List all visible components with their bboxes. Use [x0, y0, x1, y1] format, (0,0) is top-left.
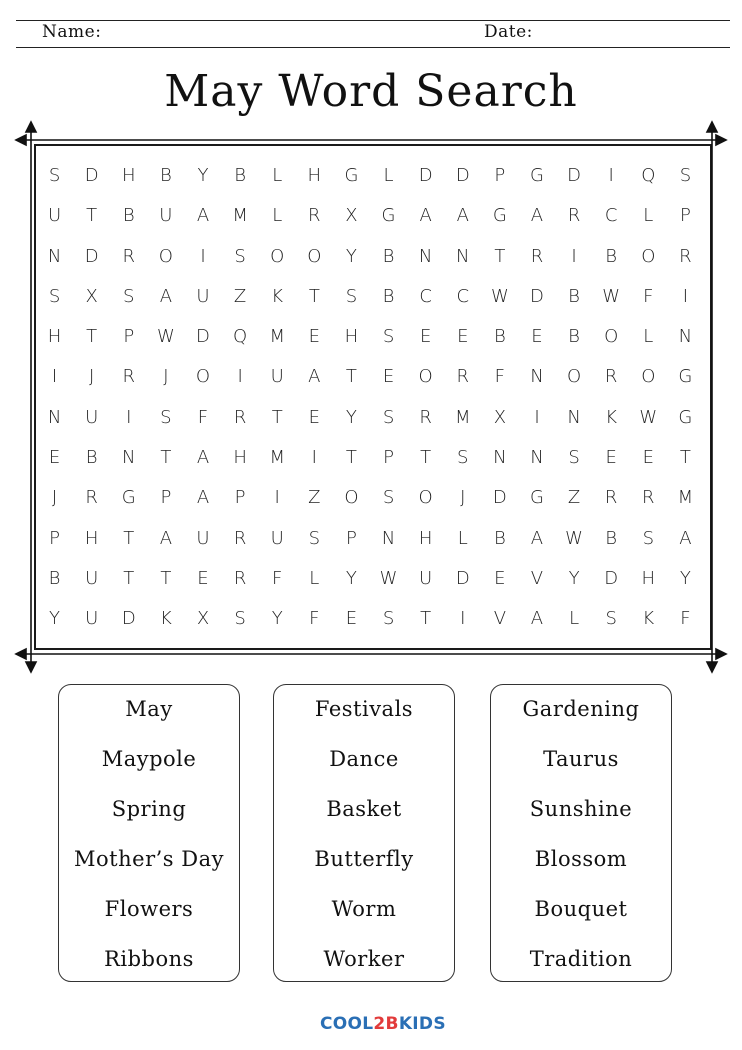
grid-letter: P [679, 205, 691, 227]
grid-letter: I [571, 245, 577, 267]
grid-letter: N [47, 406, 62, 428]
grid-letter: H [641, 567, 656, 589]
grid-letter: B [48, 567, 61, 589]
grid-letter: O [344, 487, 359, 509]
grid-letter: I [51, 366, 58, 388]
grid-letter: D [492, 487, 507, 509]
grid-letter: D [567, 165, 582, 186]
grid-letter: F [309, 608, 320, 630]
grid-letter: N [456, 245, 470, 267]
grid-letter: H [121, 165, 136, 186]
grid-letter: E [457, 326, 469, 348]
grid-letter: S [457, 447, 469, 469]
grid-row [36, 198, 704, 238]
grid-letter: S [234, 245, 246, 267]
grid-letter: L [383, 165, 394, 186]
grid-letter: D [84, 165, 99, 186]
grid-letter: A [159, 527, 173, 549]
grid-letter: R [642, 487, 655, 509]
grid-letter: B [85, 447, 98, 469]
grid-letter: S [382, 487, 395, 509]
grid-letter: O [566, 366, 582, 388]
word-list-item: Flowers [104, 897, 194, 921]
grid-letter: Z [233, 285, 247, 307]
grid-letter: X [196, 608, 210, 630]
grid-letter: S [605, 608, 617, 630]
word-list-item: Sunshine [529, 797, 633, 821]
grid-letter: O [604, 326, 619, 348]
grid-letter: F [272, 567, 283, 589]
word-list-column-1 [58, 684, 240, 982]
grid-letter: Y [197, 165, 209, 186]
logo-part-2: 2B [373, 1014, 399, 1034]
grid-letter: L [457, 527, 468, 549]
grid-letter: G [529, 487, 544, 509]
grid-letter: B [568, 285, 580, 307]
grid-letter: Y [679, 567, 691, 589]
grid-letter: L [309, 567, 320, 589]
word-list-item: Gardening [522, 697, 640, 721]
grid-letter: J [51, 487, 58, 509]
grid-row [36, 601, 704, 641]
grid-letter: S [48, 285, 61, 307]
grid-letter: M [269, 447, 285, 469]
grid-letter: O [307, 245, 322, 267]
grid-letter: R [233, 527, 247, 549]
grid-letter: W [639, 406, 658, 428]
word-list-item: Maypole [101, 747, 197, 771]
grid-letter: D [84, 245, 99, 267]
word-list-item: Tradition [529, 947, 633, 971]
grid-letter: K [271, 285, 284, 307]
grid-letter: X [85, 285, 98, 307]
grid-letter: S [160, 406, 172, 428]
word-list-item: Festivals [314, 697, 414, 721]
grid-letter: I [200, 245, 206, 267]
grid-letter: W [156, 326, 175, 348]
grid-letter: F [197, 406, 209, 428]
grid-row [36, 561, 704, 601]
grid-letter: E [605, 447, 617, 469]
grid-letter: W [379, 567, 398, 589]
word-list-column-3 [490, 684, 672, 982]
grid-letter: V [530, 567, 544, 589]
grid-letter: H [47, 326, 62, 348]
grid-letter: B [568, 326, 580, 348]
grid-letter: A [196, 447, 210, 469]
word-list-item: May [125, 697, 173, 721]
grid-letter: K [159, 608, 172, 630]
grid-letter: E [382, 366, 395, 388]
grid-letter: S [382, 326, 395, 348]
grid-letter: P [49, 527, 60, 549]
grid-letter: Y [271, 608, 283, 630]
header-rule [16, 20, 730, 48]
grid-letter: C [419, 285, 432, 307]
grid-letter: K [642, 608, 655, 630]
grid-letter: H [307, 165, 322, 186]
grid-letter: W [490, 285, 509, 307]
grid-letter: O [418, 366, 433, 388]
grid-letter: R [122, 366, 136, 388]
grid-row [36, 480, 704, 520]
grid-row [36, 319, 704, 359]
grid-letter: S [382, 608, 395, 630]
grid-letter: B [605, 245, 618, 267]
word-list-item: Bouquet [534, 897, 628, 921]
grid-letter: W [602, 285, 621, 307]
grid-letter: E [419, 326, 432, 348]
grid-letter: G [678, 366, 693, 388]
grid-letter: L [272, 165, 283, 186]
grid-letter: S [642, 527, 655, 549]
word-list-item: Taurus [543, 747, 619, 771]
grid-letter: P [383, 447, 394, 469]
grid-letter: U [270, 366, 284, 388]
grid-letter: A [679, 527, 692, 549]
grid-letter: I [237, 366, 243, 388]
grid-letter: B [382, 245, 395, 267]
grid-letter: V [493, 608, 507, 630]
grid-letter: E [197, 567, 209, 589]
grid-letter: B [493, 527, 506, 549]
grid-letter: O [641, 245, 656, 267]
grid-letter: S [123, 285, 135, 307]
grid-letter: E [308, 326, 320, 348]
grid-letter: U [196, 527, 210, 549]
grid-letter: I [126, 406, 132, 428]
grid-letter: S [308, 527, 321, 549]
grid-letter: G [381, 205, 396, 227]
word-list-item: Butterfly [314, 847, 414, 871]
grid-letter: T [123, 527, 135, 549]
grid-letter: Q [641, 165, 656, 186]
grid-letter: J [460, 487, 466, 509]
grid-letter: T [308, 285, 320, 307]
grid-letter: S [568, 447, 580, 469]
name-label: Name: [42, 22, 102, 42]
grid-row [36, 400, 704, 440]
grid-row [36, 279, 704, 319]
grid-row [36, 440, 704, 480]
grid-letter: R [85, 487, 98, 509]
grid-letter: N [122, 447, 136, 469]
grid-letter: I [274, 487, 280, 509]
grid-letter: U [159, 205, 173, 227]
grid-letter: R [456, 366, 469, 388]
grid-letter: D [196, 326, 210, 348]
grid-letter: I [534, 406, 540, 428]
grid-letter: W [565, 527, 583, 549]
letter-grid [36, 158, 704, 642]
grid-letter: Z [567, 487, 581, 509]
grid-letter: Y [568, 567, 580, 589]
grid-letter: N [530, 447, 544, 469]
grid-letter: S [48, 165, 61, 186]
grid-letter: O [641, 366, 656, 388]
word-list-item: Spring [111, 797, 187, 821]
grid-letter: T [160, 447, 172, 469]
grid-letter: S [234, 608, 246, 630]
grid-letter: H [84, 527, 99, 549]
grid-letter: T [86, 326, 98, 348]
grid-letter: A [196, 205, 210, 227]
grid-letter: N [493, 447, 507, 469]
grid-letter: Y [345, 245, 357, 267]
grid-letter: F [643, 285, 654, 307]
grid-letter: T [123, 567, 135, 589]
grid-letter: T [271, 406, 283, 428]
logo-part-1: COOL [320, 1014, 374, 1034]
grid-letter: A [159, 285, 173, 307]
grid-letter: F [494, 366, 506, 388]
grid-letter: R [233, 406, 247, 428]
grid-letter: P [123, 326, 135, 348]
grid-letter: A [196, 487, 210, 509]
grid-letter: R [604, 366, 618, 388]
grid-letter: T [160, 567, 172, 589]
grid-letter: G [529, 165, 544, 186]
grid-letter: R [567, 205, 581, 227]
grid-letter: E [494, 567, 506, 589]
word-list-column-2 [273, 684, 455, 982]
grid-letter: R [122, 245, 136, 267]
grid-letter: D [418, 165, 433, 186]
grid-letter: P [234, 487, 246, 509]
grid-letter: L [272, 205, 283, 227]
grid-letter: E [48, 447, 61, 469]
grid-letter: S [345, 285, 358, 307]
grid-letter: N [530, 366, 544, 388]
grid-letter: U [270, 527, 284, 549]
grid-letter: A [456, 205, 469, 227]
grid-letter: U [85, 406, 99, 428]
grid-letter: G [121, 487, 136, 509]
grid-letter: O [195, 366, 211, 388]
grid-letter: B [605, 527, 618, 549]
grid-letter: I [460, 608, 466, 630]
grid-letter: E [345, 608, 358, 630]
grid-letter: S [679, 165, 692, 186]
grid-letter: X [345, 205, 358, 227]
grid-letter: X [493, 406, 507, 428]
grid-letter: B [234, 165, 246, 186]
grid-letter: E [308, 406, 320, 428]
grid-letter: N [381, 527, 396, 549]
grid-row [36, 521, 704, 561]
grid-letter: H [418, 527, 433, 549]
grid-letter: N [47, 245, 62, 267]
grid-letter: G [344, 165, 359, 186]
grid-letter: M [269, 326, 285, 348]
grid-letter: P [345, 527, 357, 549]
grid-letter: C [604, 205, 618, 227]
grid-letter: D [604, 567, 619, 589]
grid-letter: S [382, 406, 395, 428]
grid-letter: Y [49, 608, 61, 630]
grid-letter: Y [345, 406, 357, 428]
grid-letter: L [569, 608, 580, 630]
grid-letter: T [420, 608, 432, 630]
grid-letter: T [679, 447, 691, 469]
grid-letter: H [344, 326, 359, 348]
grid-letter: B [159, 165, 172, 186]
date-label: Date: [484, 22, 533, 42]
grid-letter: A [419, 205, 432, 227]
grid-letter: Z [308, 487, 321, 509]
grid-letter: U [196, 285, 210, 307]
grid-letter: O [418, 487, 433, 509]
grid-letter: D [455, 165, 470, 186]
grid-letter: D [121, 608, 136, 630]
grid-letter: N [418, 245, 433, 267]
grid-letter: L [643, 326, 654, 348]
grid-letter: A [530, 205, 544, 227]
word-list-item: Dance [329, 747, 399, 771]
grid-letter: M [232, 205, 248, 227]
grid-letter: O [158, 245, 173, 267]
grid-letter: N [567, 406, 581, 428]
grid-letter: A [530, 527, 544, 549]
grid-letter: R [604, 487, 618, 509]
word-list-item: Worm [331, 897, 397, 921]
grid-letter: U [85, 608, 99, 630]
grid-letter: R [233, 567, 247, 589]
grid-letter: R [530, 245, 544, 267]
logo-part-3: KIDS [398, 1014, 446, 1034]
grid-letter: E [531, 326, 543, 348]
grid-letter: I [311, 447, 317, 469]
grid-letter: R [308, 205, 321, 227]
grid-letter: Y [345, 567, 357, 589]
grid-letter: E [642, 447, 654, 469]
grid-letter: G [678, 406, 693, 428]
grid-letter: J [89, 366, 95, 388]
grid-row [36, 158, 704, 198]
grid-letter: T [420, 447, 432, 469]
word-list-item: Worker [323, 947, 405, 971]
grid-letter: O [270, 245, 285, 267]
grid-letter: U [47, 205, 62, 227]
grid-letter: G [492, 205, 507, 227]
grid-row [36, 359, 704, 399]
word-list-item: Ribbons [104, 947, 194, 971]
grid-letter: L [643, 205, 654, 227]
grid-letter: N [678, 326, 693, 348]
grid-letter: M [677, 487, 694, 509]
grid-letter: P [160, 487, 172, 509]
grid-letter: I [682, 285, 689, 307]
grid-letter: U [85, 567, 99, 589]
grid-letter: B [122, 205, 135, 227]
grid-letter: D [455, 567, 470, 589]
grid-row [36, 239, 704, 279]
grid-letter: C [456, 285, 470, 307]
grid-letter: U [419, 567, 433, 589]
grid-letter: T [86, 205, 98, 227]
grid-letter: J [163, 366, 169, 388]
word-list-item: Basket [326, 797, 402, 821]
grid-letter: A [530, 608, 544, 630]
grid-letter: B [493, 326, 506, 348]
grid-letter: B [382, 285, 395, 307]
grid-letter: D [530, 285, 544, 307]
cool2bkids-logo [320, 1014, 446, 1034]
grid-letter: A [308, 366, 321, 388]
grid-letter: K [605, 406, 618, 428]
word-list-item: Blossom [534, 847, 628, 871]
grid-letter: F [680, 608, 691, 630]
grid-letter: T [345, 447, 357, 469]
grid-letter: M [454, 406, 471, 428]
grid-letter: P [494, 165, 506, 186]
grid-letter: R [419, 406, 432, 428]
grid-letter: H [233, 447, 247, 469]
page-title: May Word Search [164, 66, 578, 117]
grid-letter: T [494, 245, 506, 267]
grid-letter: T [345, 366, 357, 388]
grid-letter: I [608, 165, 614, 186]
grid-letter: Q [233, 326, 248, 348]
word-list-item: Mother’s Day [74, 847, 224, 871]
grid-letter: R [679, 245, 692, 267]
